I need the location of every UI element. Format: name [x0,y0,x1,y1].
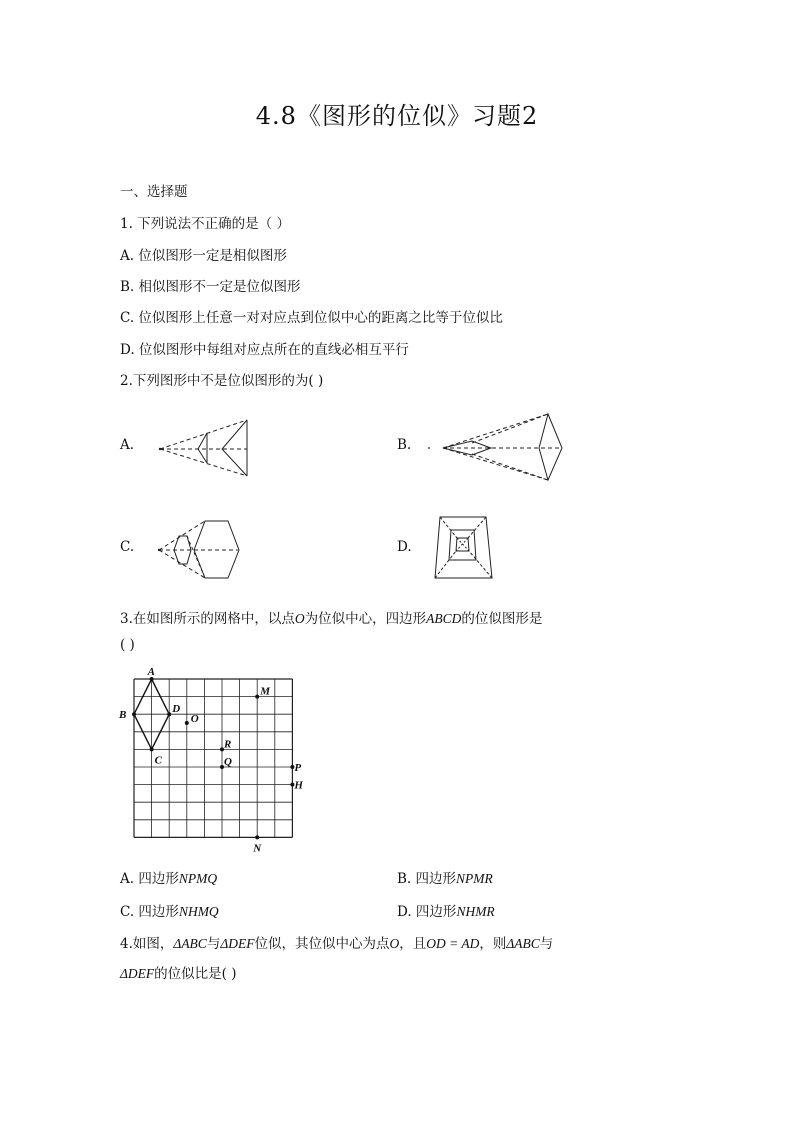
point-label-d: D [172,703,181,716]
q3-paren: ( ) [120,637,135,653]
q2-stem: 2.下列图形中不是位似图形的为( ) [120,373,324,389]
q3-stem [120,607,542,627]
q4-line1 [120,932,553,952]
q4-text-a: 4.如图， [120,936,174,952]
point-m [255,695,259,699]
q1-option-b: B. 相似图形不一定是位似图形 [120,279,301,295]
q4-triangle-abc: ΔABC [173,936,207,951]
q3-option-b [397,867,493,887]
q3-option-c [120,900,219,920]
point-n [255,835,259,839]
point-b [132,712,136,716]
point-label-a: A [147,666,155,678]
q3-point-o: O [294,611,305,626]
q3-option-d [397,900,495,920]
q1-option-d: D. 位似图形中每组对应点所在的直线必相互平行 [120,342,409,358]
q3-option-b-value: NPMR [456,871,493,886]
page-title: 4.8《图形的位似》习题2 [255,102,539,130]
q3-option-d-label: D. 四边形 [397,904,457,920]
point-label-n: N [253,842,262,855]
q4-triangle-abc-2: ΔABC [506,936,540,951]
point-label-q: Q [224,756,232,768]
point-label-p: P [294,762,302,774]
q4-text-d: ，且 [399,936,427,952]
q3-option-a [120,867,217,887]
q2-label-d: D. [397,539,412,555]
q4-text-ratio: 的位似比是( ) [154,966,237,982]
q2-label-c: C. [120,539,135,555]
q3-grid-figure [115,665,315,860]
q3-option-d-value: NHMR [456,904,495,919]
q3-quad-abcd: ABCD [426,611,462,626]
q3-stem-mid: 为位似中心，四边形 [304,611,427,627]
q4-equation: OD = AD [426,936,480,951]
point-label-m: M [260,685,270,698]
q4-text-f: 与 [539,936,554,952]
q2-label-b: B. [397,437,412,453]
section-heading: 一、选择题 [120,184,188,200]
point-label-r: R [224,738,232,751]
q1-stem: 1. 下列说法不正确的是（ ） [120,216,290,232]
q2-label-a: A. [120,437,135,453]
q2-figure-b [425,408,575,488]
q4-text-b: 与 [206,936,221,952]
q3-option-c-value: NHMQ [178,904,219,919]
q4-triangle-def: ΔDEF [220,936,255,951]
q1-option-c: C. 位似图形上任意一对对应点到位似中心的距离之比等于位似比 [120,310,503,326]
point-label-c: C [154,754,162,767]
q3-option-a-label: A. 四边形 [120,871,179,887]
q2-figure-d [430,512,498,582]
q4-text-c: 位似，其位似中心为点 [254,936,390,952]
point-d [167,712,171,716]
q3-stem-pre: 3.在如图所示的网格中，以点 [120,611,295,627]
q3-option-c-label: C. 四边形 [120,904,179,920]
point-o [185,721,189,725]
point-label-b: B [119,709,127,722]
point-label-o: O [190,713,199,725]
q3-option-a-value: NPMQ [178,871,218,886]
q4-line2 [120,962,237,982]
q1-option-a: A. 位似图形一定是相似图形 [120,248,287,264]
point-c [150,747,154,751]
q3-option-b-label: B. 四边形 [397,871,457,887]
q4-point-o: O [389,936,400,951]
q3-stem-post: 的位似图形是 [461,611,543,627]
q2-figure-c [150,515,250,585]
q4-triangle-def-2: ΔDEF [120,966,155,981]
q2-figure-a [150,412,260,482]
point-label-h: H [294,779,303,792]
q4-text-e: ，则 [479,936,507,952]
